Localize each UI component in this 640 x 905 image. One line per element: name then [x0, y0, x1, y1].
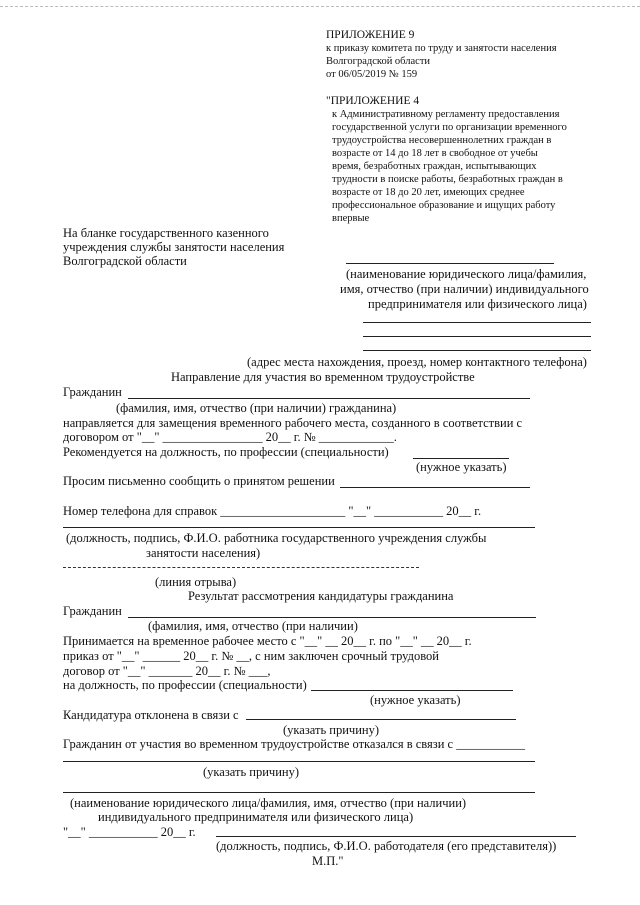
refused-reason-field[interactable] — [63, 761, 535, 762]
signer-caption: (должность, подпись, Ф.И.О. работника государственного учреждения службы — [66, 531, 487, 545]
employer-sign-caption: (должность, подпись, Ф.И.О. работодателя (его представителя)) — [216, 839, 557, 853]
result-title: Результат рассмотрения кандидатуры гражданина — [188, 589, 454, 603]
signer-line — [63, 527, 535, 528]
blank-note-line: Волгоградской области — [63, 254, 187, 268]
recipient-caption: имя, отчество (при наличии) индивидуального — [340, 282, 589, 296]
employer-sign-field[interactable] — [216, 836, 576, 837]
appendix-4-line: государственной услуги по организации временного — [332, 122, 567, 133]
recommended-label: Рекомендуется на должность, по профессии (специальности) — [63, 445, 389, 459]
address-line — [363, 336, 591, 337]
address-line — [363, 350, 591, 351]
appendix-4-line: впервые — [332, 213, 370, 224]
citizen-label: Гражданин — [63, 385, 122, 399]
refused-line: Гражданин от участия во временном трудоустройстве отказался в связи с ___________ — [63, 737, 525, 751]
recipient-name-line — [346, 263, 554, 264]
stamp-label: М.П." — [312, 854, 344, 868]
result-specify-caption: (нужное указать) — [370, 693, 461, 707]
appendix-4-line: возрасте от 18 до 20 лет, имеющих среднее — [332, 187, 525, 198]
direction-title: Направление для участия во временном трудоустройстве — [171, 370, 475, 384]
appendix-4-line: профессиональное образование и ищущих работу — [332, 200, 556, 211]
result-citizen-label: Гражданин — [63, 604, 122, 618]
citizen-caption: (фамилия, имя, отчество (при наличии) гражданина) — [116, 401, 397, 415]
rejected-label: Кандидатура отклонена в связи с — [63, 708, 239, 722]
result-citizen-field[interactable] — [128, 617, 536, 618]
result-citizen-caption: (фамилия, имя, отчество (при наличии) — [148, 619, 358, 633]
rejected-reason-field[interactable] — [246, 719, 516, 720]
cut-line — [63, 567, 419, 568]
appendix-4-line: возрасте от 14 до 18 лет в свободное от учебы — [332, 148, 538, 159]
appendix-4-line: трудоустройства несовершеннолетних граждан в — [332, 135, 552, 146]
phone-line: Номер телефона для справок ____________________ "__" ___________ 20__ г. — [63, 504, 482, 518]
sent-line: направляется для замещения временного рабочего места, созданного в соответствии с — [63, 416, 523, 430]
appendix-9-title: ПРИЛОЖЕНИЕ 9 — [326, 29, 415, 41]
signer-caption: занятости населения) — [146, 546, 261, 560]
profession-field[interactable] — [413, 458, 509, 459]
blank-note-line: На бланке государственного казенного — [63, 226, 269, 240]
employer-name-line — [63, 792, 535, 793]
blank-note-line: учреждения службы занятости населения — [63, 240, 285, 254]
address-caption: (адрес места нахождения, проезд, номер контактного телефона) — [247, 355, 587, 369]
result-position-field[interactable] — [311, 690, 513, 691]
appendix-4-title: "ПРИЛОЖЕНИЕ 4 — [326, 95, 420, 107]
contract-line: договором от "__" ________________ 20__ г. № ____________. — [63, 430, 397, 444]
appendix-9-line: Волгоградской области — [326, 56, 431, 67]
appendix-4-line: к Административному регламенту предоставления — [332, 109, 560, 120]
cut-line-caption: (линия отрыва) — [155, 575, 237, 589]
appendix-9-line: к приказу комитета по труду и занятости населения — [326, 43, 557, 54]
reason-caption: (указать причину) — [283, 723, 380, 737]
inform-field[interactable] — [340, 487, 530, 488]
scan-artifact — [0, 6, 640, 7]
specify-caption: (нужное указать) — [416, 460, 507, 474]
appendix-4-line: трудности в поиске работы, безработных граждан в — [332, 174, 563, 185]
accepted-line: Принимается на временное рабочее место с "__" __ 20__ г. по "__" __ 20__ г. — [63, 634, 472, 648]
order-line: приказ от "__" ______ 20__ г. № __, с ним заключен срочный трудовой — [63, 649, 439, 663]
result-contract-line: договор от "__" _______ 20__ г. № ___, — [63, 664, 271, 678]
employer-caption: индивидуального предпринимателя или физического лица) — [98, 810, 414, 824]
recipient-caption: (наименование юридического лица/фамилия, — [346, 267, 587, 281]
address-line — [363, 322, 591, 323]
appendix-4-line: время, безработных граждан, испытывающих — [332, 161, 537, 172]
employer-caption: (наименование юридического лица/фамилия, имя, отчество (при наличии) — [70, 796, 467, 810]
date-line: "__" ___________ 20__ г. — [63, 825, 196, 839]
recipient-caption: предпринимателя или физического лица) — [368, 297, 587, 311]
reason-caption-2: (указать причину) — [203, 765, 300, 779]
citizen-name-field[interactable] — [128, 398, 530, 399]
ask-inform-label: Просим письменно сообщить о принятом решении — [63, 474, 335, 488]
appendix-9-line: от 06/05/2019 № 159 — [326, 69, 418, 80]
result-position-label: на должность, по профессии (специальности) — [63, 678, 307, 692]
